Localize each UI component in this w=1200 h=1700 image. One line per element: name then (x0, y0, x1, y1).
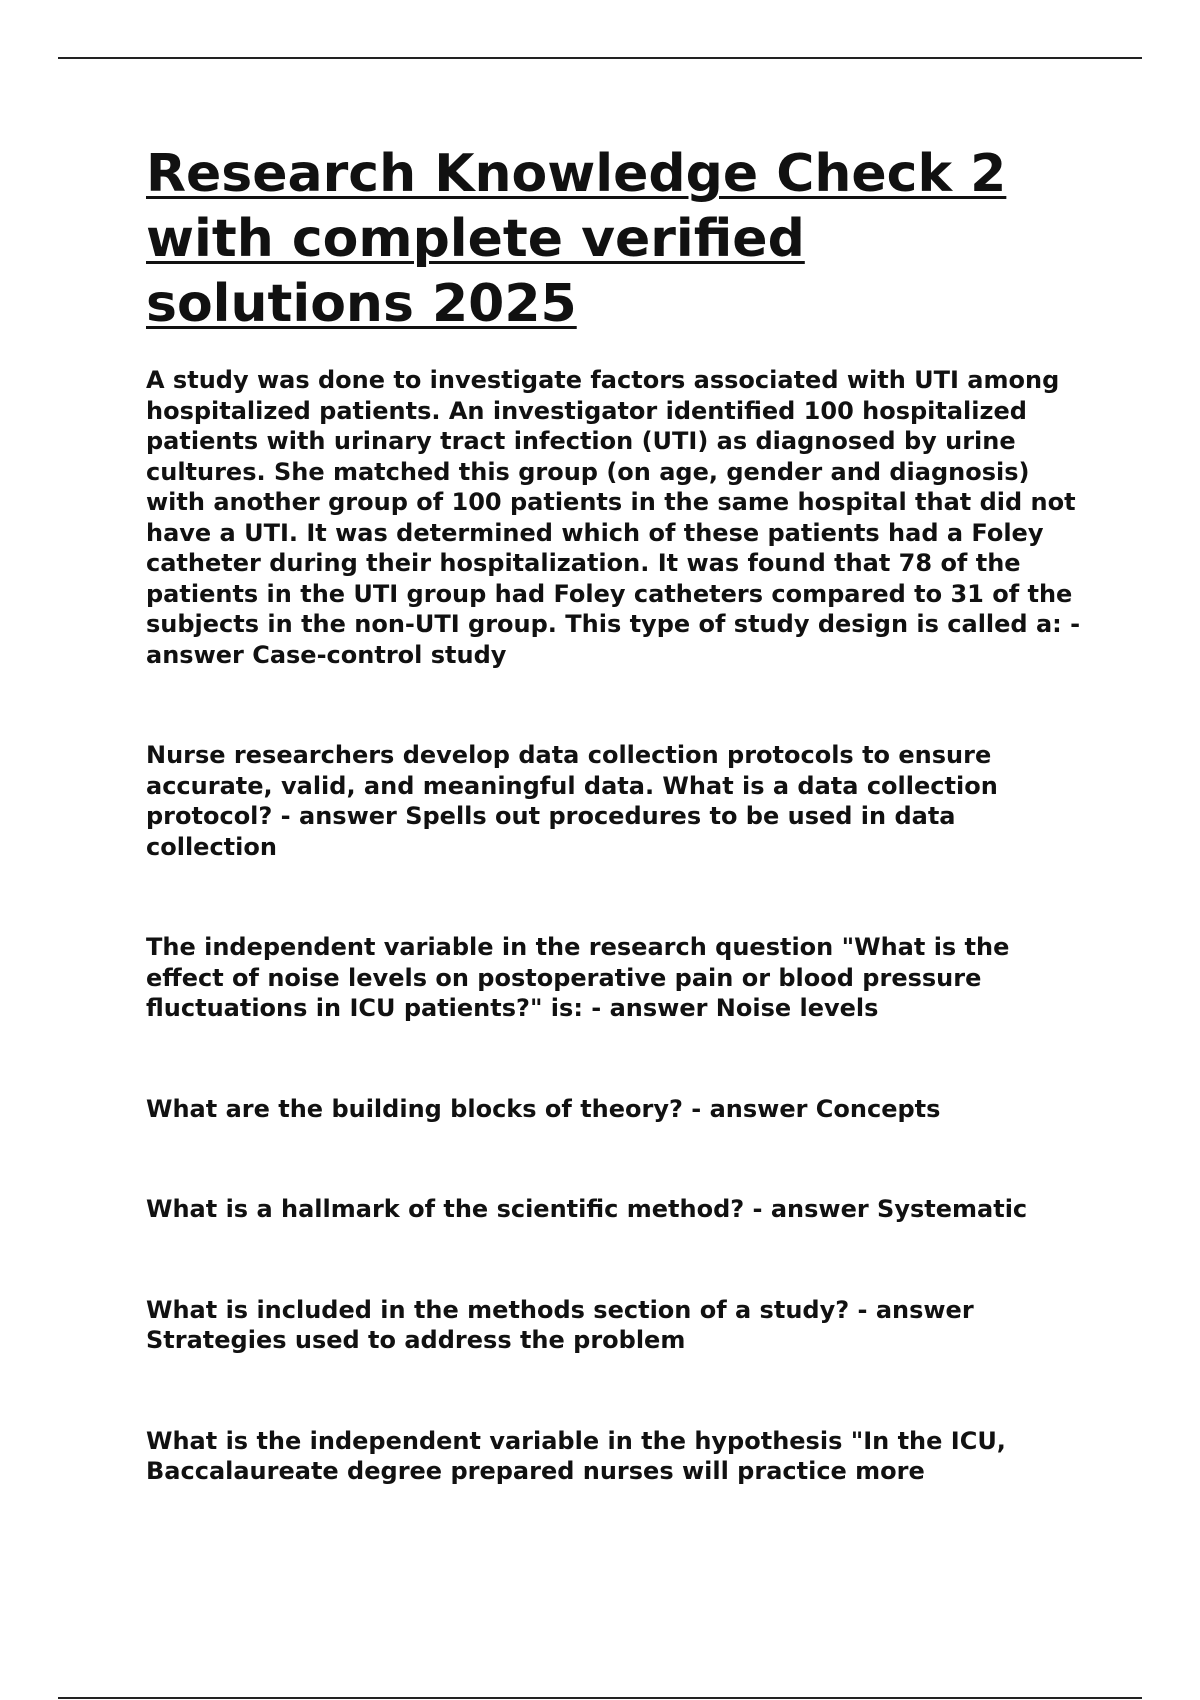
top-rule (58, 57, 1142, 59)
qa-item-building-blocks: What are the building blocks of theory? - answer Concepts (146, 1094, 941, 1123)
qa-item-methods-section: What is included in the methods section of a study? - answer Strategies used to address the problem (146, 1295, 974, 1354)
qa-item-case-control: A study was done to investigate factors associated with UTI among hospitalized patients. An investigator identified 100 hospitalized patients with urinary tract infection (UTI) as diagnosed by urine cultures. She matched this group (on age, gender and diagnosis) with another group of 100 patients in the same hospital that did not have a UTI. It was determined which of these patients had a Foley catheter during their hospitalization. It was found that 78 of the patients in the UTI group had Foley catheters compared to 31 of the subjects in the non-UTI group. This type of study design is called a: - answer Case-control study (146, 366, 1081, 669)
document-body (146, 142, 1106, 1557)
qa-item-data-collection-protocol: Nurse researchers develop data collection protocols to ensure accurate, valid, and meaningful data. What is a data collection protocol? - answer Spells out procedures to be used in data collection (146, 741, 998, 861)
bottom-rule (58, 1697, 1142, 1699)
qa-item-scientific-method: What is a hallmark of the scientific method? - answer Systematic (146, 1195, 1028, 1223)
qa-item-independent-variable-noise: The independent variable in the research question "What is the effect of noise levels on postoperative pain or blood pressure fluctuations in ICU patients?" is: - answer Noise levels (146, 933, 1010, 1022)
document-title: Research Knowledge Check 2 with complete verified solutions 2025 (146, 144, 1007, 334)
qa-item-independent-variable-icu: What is the independent variable in the hypothesis "In the ICU, Baccalaureate degree prepared nurses will practice more (146, 1426, 1006, 1485)
